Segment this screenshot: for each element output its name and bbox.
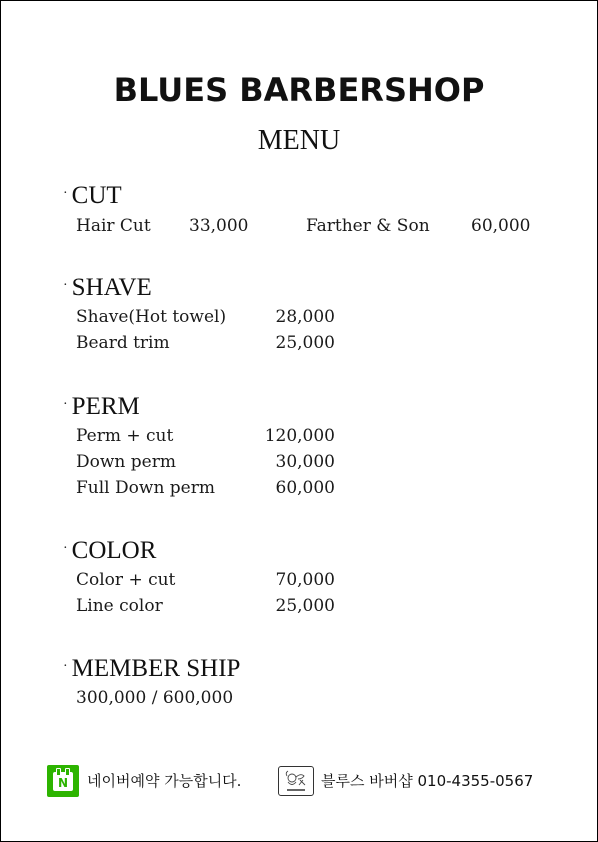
menu-item-name: Shave(Hot towel) <box>76 307 227 328</box>
menu-item-price: 25,000 <box>275 596 335 617</box>
menu-title: MENU <box>257 125 341 156</box>
section-header-shave <box>63 273 563 304</box>
menu-item-price: 70,000 <box>275 570 335 591</box>
section-header-color <box>63 536 563 567</box>
menu-item-price: 60,000 <box>471 216 531 237</box>
menu-item-row <box>63 212 563 240</box>
menu-item-row <box>63 475 563 501</box>
menu-item-name: Color + cut <box>76 570 176 591</box>
menu-item-row <box>63 449 563 475</box>
menu-item-name: Down perm <box>76 452 176 473</box>
naver-icon-letter: N <box>57 776 69 790</box>
membership-price: 300,000 / 600,000 <box>76 688 234 709</box>
menu-item-name: Hair Cut <box>76 216 151 237</box>
menu-item-row <box>63 567 563 593</box>
menu-item-row <box>63 330 563 356</box>
menu-item-price: 30,000 <box>275 452 335 473</box>
menu-item-row <box>63 423 563 449</box>
menu-item-name: Full Down perm <box>76 478 215 499</box>
section-title-cut: CUT <box>71 182 122 209</box>
menu-item-price: 33,000 <box>189 216 249 237</box>
section-membership <box>63 654 563 711</box>
menu-item-name: Perm + cut <box>76 426 174 447</box>
section-header-cut <box>63 181 563 212</box>
menu-item-price: 25,000 <box>275 333 335 354</box>
bullet: · <box>63 278 68 294</box>
section-cut <box>63 181 563 240</box>
membership-row <box>63 685 563 711</box>
bullet: · <box>63 659 68 675</box>
menu-item-row <box>63 593 563 619</box>
menu-item-name: Farther & Son <box>306 216 430 237</box>
shop-title: BLUES BARBERSHOP <box>113 71 485 109</box>
menu-item-row <box>63 304 563 330</box>
bullet: · <box>63 397 68 413</box>
section-shave <box>63 273 563 356</box>
calendar-icon <box>53 772 73 791</box>
section-color <box>63 536 563 619</box>
section-perm <box>63 392 563 501</box>
menu-item-name: Line color <box>76 596 163 617</box>
shop-contact-text: 블루스 바버샵 010-4355-0567 <box>321 772 534 790</box>
menu-item-price: 28,000 <box>275 307 335 328</box>
naver-booking-text: 네이버예약 가능합니다. <box>87 772 242 790</box>
naver-booking-icon <box>47 765 79 797</box>
menu-item-name: Beard trim <box>76 333 170 354</box>
section-title-shave: SHAVE <box>71 274 152 301</box>
section-title-color: COLOR <box>71 537 157 564</box>
menu-item-price: 120,000 <box>264 426 335 447</box>
bullet: · <box>63 186 68 202</box>
section-header-membership <box>63 654 563 685</box>
bullet: · <box>63 541 68 557</box>
section-title-membership: MEMBER SHIP <box>71 655 241 682</box>
footer <box>47 765 567 797</box>
menu-item-price: 60,000 <box>275 478 335 499</box>
blues-barbershop-logo-icon <box>278 766 314 796</box>
section-title-perm: PERM <box>71 393 140 420</box>
section-header-perm <box>63 392 563 423</box>
